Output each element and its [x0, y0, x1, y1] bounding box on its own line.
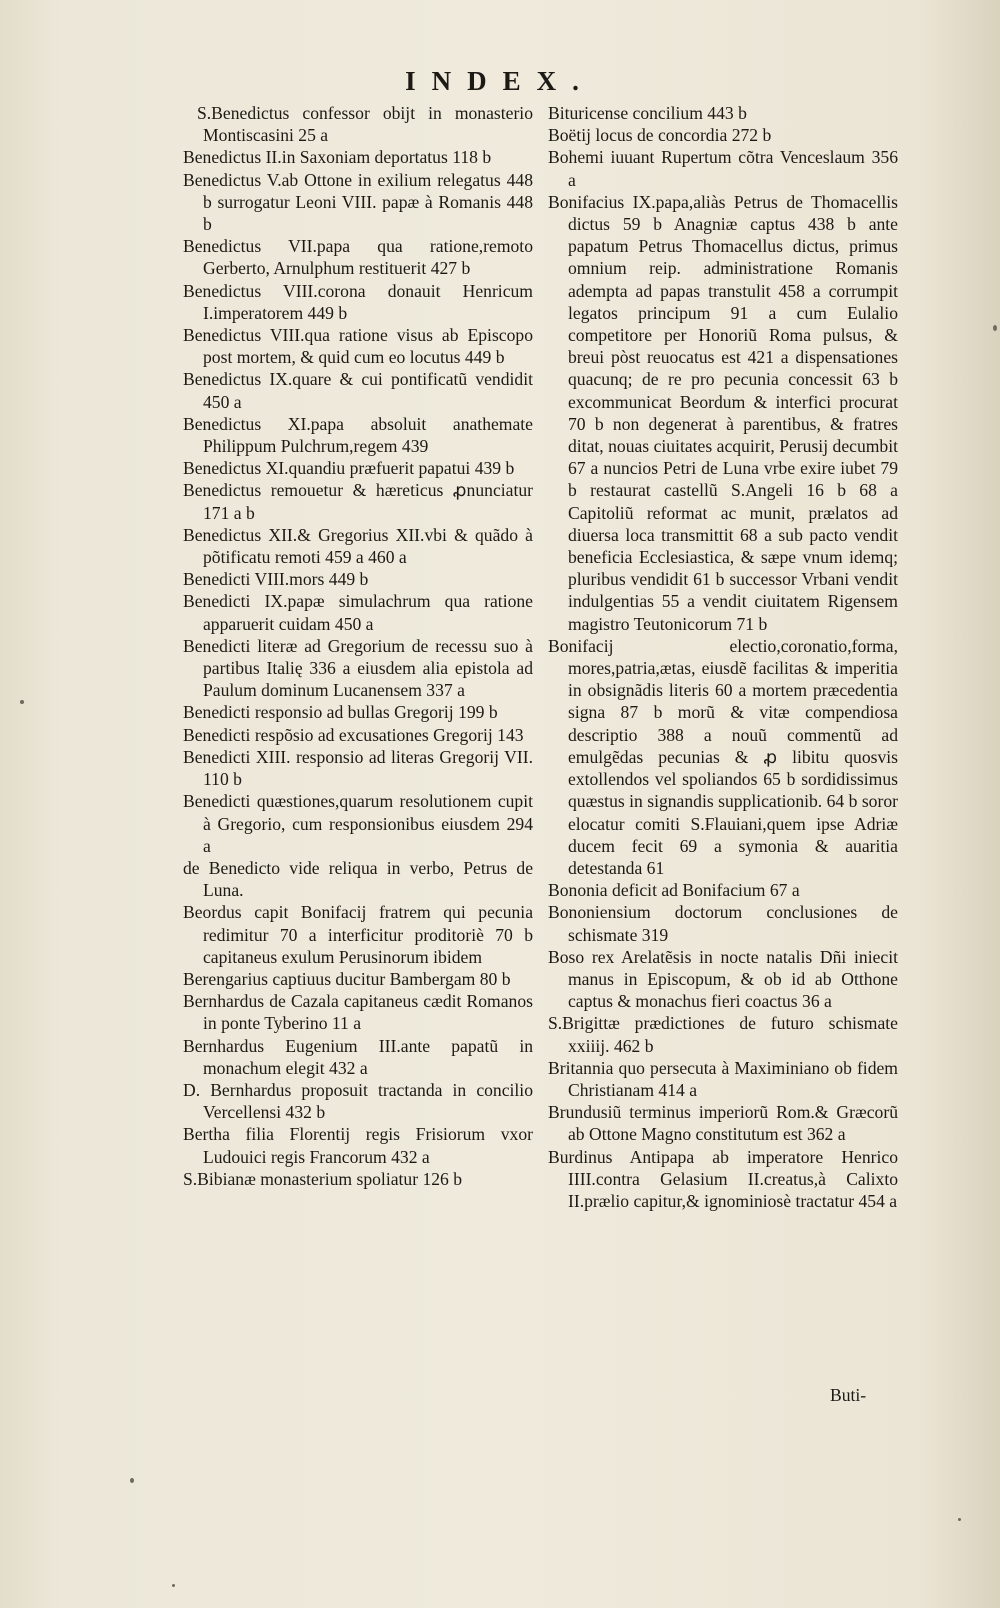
page-header: INDEX. [405, 66, 595, 96]
index-entry: Bonifacij electio,coronatio,forma, mores,patria,ætas, eiusdẽ facilitas & imperitia in obsignãdis literis 60 a mortem præcedentia signa 87 b morũ & vitæ compendiosa descriptio 388 a nouũ commentũ ad emulgẽdas pecunias & ꝓ libitu quosvis extollendos vel spoliandos 65 b sordidissimus quæstus in signandis supplicationib. 64 b soror elocatur comiti S.Flauiani,quem ipse Adriæ ducem fecit 69 a symonia & auaritia detestanda 61 [548, 635, 898, 878]
index-entry: Benedictus II.in Saxoniam deportatus 118 b [183, 147, 492, 168]
paper-speck [130, 1478, 134, 1483]
index-entry: Bituricense concilium 443 b [548, 103, 747, 123]
index-entry: Beordus capit Bonifacij fratrem qui pecunia redimitur 70 a interficitur proditoriè 70 b capitaneus exulum Perusinorum ibidem [183, 902, 533, 967]
index-entry: Boëtij locus de concordia 272 b [548, 125, 772, 146]
catchword: Buti- [830, 1385, 867, 1405]
paper-speck [172, 1584, 175, 1587]
index-entry: Bohemi iuuant Rupertum cõtra Venceslaum 356 a [548, 147, 898, 190]
index-entry: Bononia deficit ad Bonifacium 67 a [548, 880, 800, 901]
index-column-left [183, 102, 533, 1190]
index-entry: Berengarius captiuus ducitur Bambergam 80 b [183, 968, 511, 989]
index-entry: Benedicti XIII. responsio ad literas Gregorij VII. 110 b [183, 746, 533, 790]
index-entry: Benedictus VIII.corona donauit Henricum I.imperatorem 449 b [183, 280, 533, 323]
index-entry: Benedictus XII.& Gregorius XII.vbi & quãdo à põtificatu remoti 459 a 460 a [183, 524, 533, 568]
index-entry: Benedicti responsio ad bullas Gregorij 199 b [183, 702, 498, 723]
index-entry: Boso rex Arelatẽsis in nocte natalis Dñi iniecit manus in Episcopum, & ob id ab Otthone captus & monachus fieri coactus 36 a [548, 946, 898, 1012]
paper-speck [20, 700, 24, 704]
index-entry: Benedictus VII.papa qua ratione,remoto Gerberto, Arnulphum restituerit 427 b [183, 236, 533, 279]
index-entry: de Benedicto vide reliqua in verbo, Petrus de Luna. [183, 857, 533, 901]
index-entry: S.Benedictus confessor obijt in monasterio Montiscasini 25 a [197, 103, 533, 146]
index-entry: Bertha filia Florentij regis Frisiorum vxor Ludouici regis Francorum 432 a [183, 1124, 533, 1167]
index-entry: Benedictus IX.quare & cui pontificatũ vendidit 450 a [183, 369, 533, 412]
paper-speck [993, 325, 997, 331]
index-column-right [548, 102, 898, 1212]
index-entry: Benedicti respõsio ad excusationes Gregorij 143 [183, 724, 524, 745]
index-entry: Bernhardus de Cazala capitaneus cædit Romanos in ponte Tyberino 11 a [183, 991, 533, 1034]
index-entry: Benedictus VIII.qua ratione visus ab Episcopo post mortem, & quid cum eo locutus 449 b [183, 325, 533, 368]
index-entry: Bonifacius IX.papa,aliàs Petrus de Thomacellis dictus 59 b Anagniæ captus 438 b ante papatum Petrus Thomacellus dictus, primus omnium reip. administratione Romanis adempta ad papas transtulit 458 a corrumpit legatos principum 91 a cum Eulalio competitore per Honoriũ Roma pulsus, & breui pòst reuocatus est 421 a dispensationes quacunq; de re pro pecunia concessit 63 b excommunicat Beordum & interfici procurat 70 b non degenerat à parentibus, & fratres ditat, nouas ciuitates acquirit, Perusij decumbit 67 a nuncios Petri de Luna vrbe exire iubet 79 b restaurat castellũ S.Angeli 16 b 68 a Capitoliũ reformat ac munit, prælatos ad diuersa loca transmittit 68 a sub pacto vendit beneficia Ecclesiastica, & sæpe vnum idemq; pluribus vendidit 61 b successor Vrbani vendit indulgentias 55 a vendit ciuitatem Rigensem magistro Teutonicorum 71 b [548, 191, 898, 634]
index-entry: Bononiensium doctorum conclusiones de schismate 319 [548, 902, 898, 945]
index-entry: Benedicti quæstiones,quarum resolutionem cupit à Gregorio, cum responsionibus eiusdem 294 a [183, 791, 533, 856]
index-entry: Benedictus V.ab Ottone in exilium relegatus 448 b surrogatur Leoni VIII. papæ à Romanis 448 b [183, 169, 533, 235]
index-entry: D. Bernhardus proposuit tractanda in concilio Vercellensi 432 b [183, 1079, 533, 1123]
index-entry: Benedictus remouetur & hæreticus ꝓnunciatur 171 a b [183, 480, 533, 523]
index-entry: S.Brigittæ prædictiones de futuro schismate xxiiij. 462 b [548, 1013, 898, 1056]
paper-speck [958, 1518, 961, 1521]
index-entry: Burdinus Antipapa ab imperatore Henrico IIII.contra Gelasium II.creatus,à Calixto II.prælio capitur,& ignominiosè tractatur 454 a [548, 1146, 898, 1211]
index-entry: Bernhardus Eugenium III.ante papatũ in monachum elegit 432 a [183, 1035, 533, 1078]
index-entry: Brundusiũ terminus imperiorũ Rom.& Græcorũ ab Ottone Magno constitutum est 362 a [548, 1102, 898, 1145]
index-entry: Britannia quo persecuta à Maximiniano ob fidem Christianam 414 a [548, 1057, 898, 1100]
index-entry: Benedicti VIII.mors 449 b [183, 569, 369, 590]
index-entry: Benedictus XI.quandiu præfuerit papatui 439 b [183, 458, 515, 479]
index-entry: S.Bibianæ monasterium spoliatur 126 b [183, 1168, 463, 1189]
index-entry: Benedicti literæ ad Gregorium de recessu suo à partibus Italię 336 a eiusdem alia epistola ad Paulum dominum Lucanensem 337 a [183, 635, 533, 701]
index-entry: Benedicti IX.papæ simulachrum qua ratione apparuerit cuidam 450 a [183, 591, 533, 634]
index-entry: Benedictus XI.papa absoluit anathemate Philippum Pulchrum,regem 439 [183, 413, 533, 457]
